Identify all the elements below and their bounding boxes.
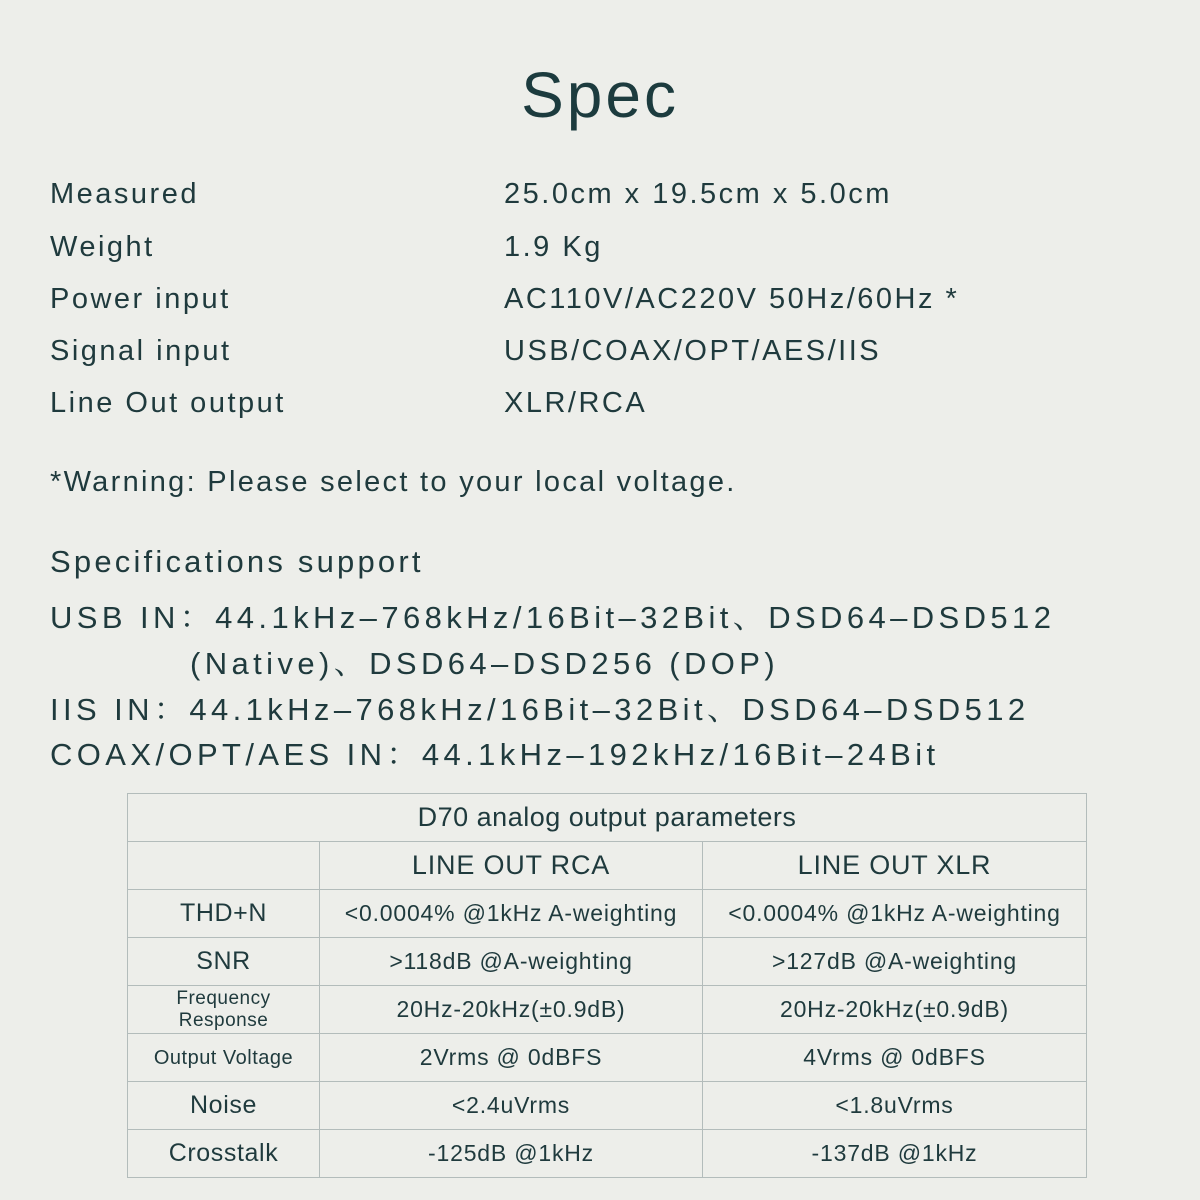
voltage-warning: *Warning: Please select to your local voltage. — [50, 466, 737, 498]
cell-rca: >118dB @A-weighting — [320, 938, 703, 986]
cell-rca: -125dB @1kHz — [320, 1130, 703, 1178]
row-label: Noise — [128, 1082, 320, 1130]
spec-label: Power input — [50, 283, 231, 315]
table-row — [128, 890, 1087, 938]
cell-xlr: >127dB @A-weighting — [703, 938, 1087, 986]
table-header-rca: LINE OUT RCA — [320, 842, 703, 890]
cell-xlr: <1.8uVrms — [703, 1082, 1087, 1130]
spec-label: Weight — [50, 231, 155, 263]
spec-row-power-input — [50, 283, 1150, 323]
page-title: Spec — [521, 59, 679, 131]
spec-label: Signal input — [50, 335, 232, 367]
row-label: SNR — [128, 938, 320, 986]
row-label-line: Response — [178, 1009, 269, 1031]
spec-value: XLR/RCA — [504, 387, 648, 419]
spec-value: 1.9 Kg — [504, 231, 603, 263]
table-row — [128, 938, 1087, 986]
row-label — [128, 986, 320, 1034]
row-label: Output Voltage — [128, 1034, 320, 1082]
support-line-coax: COAX/OPT/AES IN：44.1kHz–192kHz/16Bit–24Bit — [50, 737, 940, 772]
cell-rca: 2Vrms @ 0dBFS — [320, 1034, 703, 1082]
table-title: D70 analog output parameters — [128, 794, 1087, 842]
spec-row-signal-input — [50, 335, 1150, 375]
cell-xlr: 4Vrms @ 0dBFS — [703, 1034, 1087, 1082]
support-line-usb: USB IN：44.1kHz–768kHz/16Bit–32Bit、DSD64–DSD512 — [50, 600, 1056, 635]
table-row — [128, 1130, 1087, 1178]
row-label-line: Frequency — [176, 987, 271, 1009]
cell-xlr: 20Hz-20kHz(±0.9dB) — [703, 986, 1087, 1034]
table-row — [128, 1082, 1087, 1130]
spec-row-line-out-output — [50, 387, 1150, 427]
support-line-iis: IIS IN：44.1kHz–768kHz/16Bit–32Bit、DSD64–DSD512 — [50, 692, 1030, 727]
cell-rca: <0.0004% @1kHz A-weighting — [320, 890, 703, 938]
row-label: THD+N — [128, 890, 320, 938]
spec-row-weight — [50, 231, 1150, 271]
table-header-empty — [128, 842, 320, 890]
cell-rca: 20Hz-20kHz(±0.9dB) — [320, 986, 703, 1034]
spec-label: Measured — [50, 178, 199, 210]
spec-value: 25.0cm x 19.5cm x 5.0cm — [504, 178, 892, 210]
table-header-xlr: LINE OUT XLR — [703, 842, 1087, 890]
table-row — [128, 986, 1087, 1034]
support-line-usb-cont: (Native)、DSD64–DSD256 (DOP) — [190, 646, 780, 681]
spec-value: AC110V/AC220V 50Hz/60Hz * — [504, 283, 960, 315]
spec-value: USB/COAX/OPT/AES/IIS — [504, 335, 882, 367]
row-label: Crosstalk — [128, 1130, 320, 1178]
cell-rca: <2.4uVrms — [320, 1082, 703, 1130]
table-row — [128, 1034, 1087, 1082]
support-list — [0, 586, 1152, 776]
spec-label: Line Out output — [50, 387, 286, 419]
analog-output-table — [127, 793, 1087, 1178]
support-title: Specifications support — [50, 544, 424, 579]
cell-xlr: -137dB @1kHz — [703, 1130, 1087, 1178]
cell-xlr: <0.0004% @1kHz A-weighting — [703, 890, 1087, 938]
spec-row-measured — [50, 178, 1150, 218]
